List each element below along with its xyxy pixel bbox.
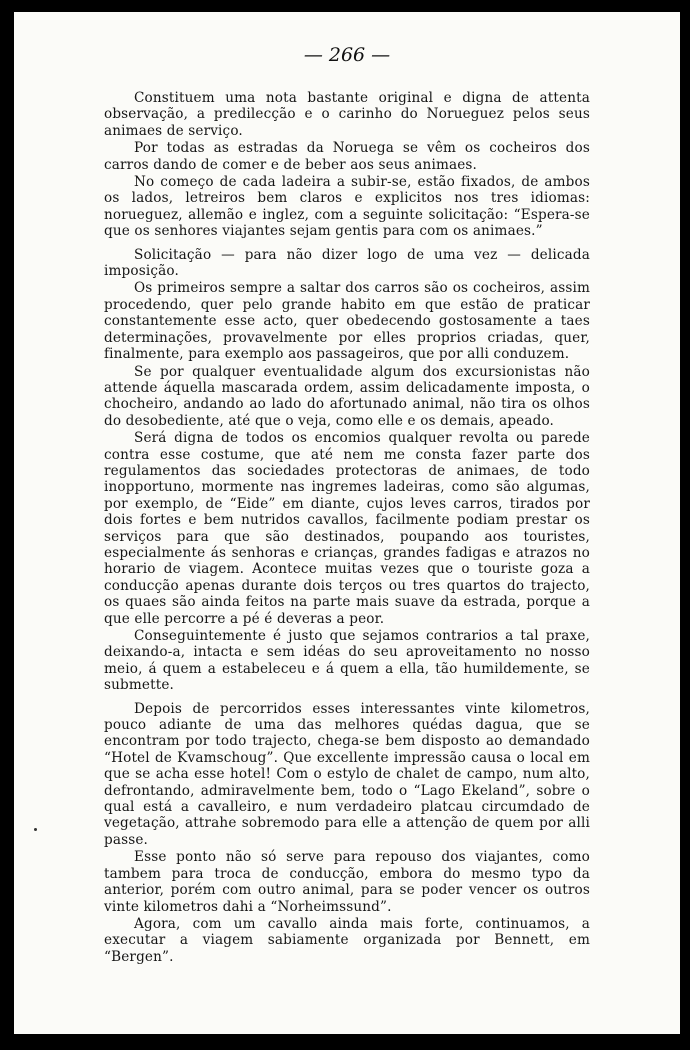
paragraph: Se por qualquer eventualidade algum dos excursionistas não attende áquella mascarada ordem, assim delicadamente imposta, o chocheiro, andando ao lado do afortunado animal, não tira os olhos do desobediente, até que o veja, como elle e os demais, apeado. [104, 363, 590, 429]
paragraph: Depois de percorridos esses interessantes vinte kilometros, pouco adiante de uma das melhores quédas dagua, que se encontram por todo trajecto, chega-se bem disposto ao demandado “Hotel de Kvamschoug”. Que excellente impressão causa o local em que se acha esse hotel! Com o estylo de chalet de campo, num alto, defrontando, admiravelmente bem, todo o “Lago Ekeland”, sobre o qual está a cavalleiro, e num verdadeiro platcau circumdado de vegetação, attrahe sobremodo para elle a attenção de quem por alli passe. [104, 700, 590, 848]
paragraph: Agora, com um cavallo ainda mais forte, continuamos, a executar a viagem sabiamente organizada por Bennett, em “Bergen”. [104, 915, 590, 965]
paragraph: Conseguintemente é justo que sejamos contrarios a tal praxe, deixando-a, intacta e sem idéas do seu aproveitamento no nosso meio, á quem a estabeleceu e á quem a ella, tão humildemente, se submette. [104, 628, 590, 694]
paragraph: Os primeiros sempre a saltar dos carros são os cocheiros, assim procedendo, quer pelo grande habito em que estão de praticar constantemente esse acto, quer obedecendo gostosamente a taes determinações, provavelmente por elles proprios criadas, quer, finalmente, para exemplo aos passageiros, que por alli conduzem. [104, 280, 590, 363]
paragraph: Esse ponto não só serve para repouso dos viajantes, como tambem para troca de conducção, embora do mesmo typo da anterior, porém com outro animal, para se poder vencer os outros vinte kilometros dahi a “Norheimssund”. [104, 849, 590, 915]
page-number: — 266 — [303, 44, 391, 66]
paragraph: No começo de cada ladeira a subir-se, estão fixados, de ambos os lados, letreiros bem claros e explicitos nos tres idiomas: norueguez, allemão e inglez, com a seguinte solicitação: “Espera-se que os senhores viajantes sejam gentis para com os animaes.” [104, 174, 590, 240]
paragraph: Por todas as estradas da Noruega se vêm os cocheiros dos carros dando de comer e de beber aos seus animaes. [104, 140, 590, 173]
body-text [104, 90, 590, 966]
paragraph: Constituem uma nota bastante original e digna de attenta observação, a predilecção e o carinho do Norueguez pelos seus animaes de serviço. [104, 90, 590, 139]
book-page [14, 12, 680, 1034]
margin-mark [34, 828, 37, 831]
paragraph: Será digna de todos os encomios qualquer revolta ou parede contra esse costume, que até nem me consta fazer parte dos regulamentos das sociedades protectoras de animaes, de todo inopportuno, mormente nas ingremes ladeiras, como são algumas, por exemplo, de “Eide” em diante, cujos leves carros, tirados por dois fortes e bem nutridos cavallos, facilmente podiam prestar os serviços para que são destinados, poupando aos touristes, especialmente ás senhoras e crianças, grandes fadigas e atrazos no horario de viagem. Acontece muitas vezes que o touriste goza a conducção apenas durante dois terços ou tres quartos do trajecto, os quaes são ainda feitos na parte mais suave da estrada, porque a que elle percorre a pé é deveras a peor. [104, 430, 590, 627]
paragraph: Solicitação — para não dizer logo de uma vez — delicada imposição. [104, 246, 590, 280]
